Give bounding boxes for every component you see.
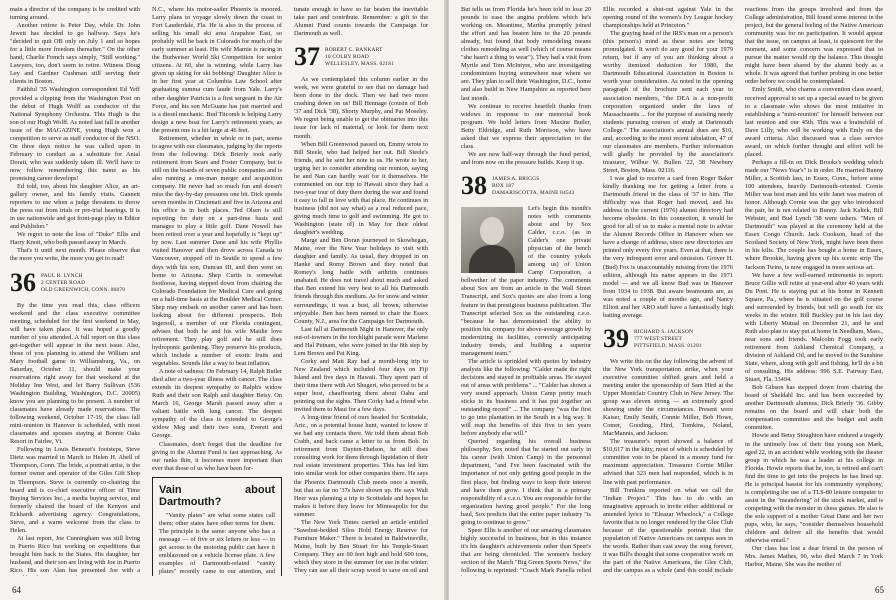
paragraph: We regret to note the loss of "Duke" Ellis and Harry Knott, who both passed away in March.	[10, 231, 140, 247]
secretary-street: 777 WEST STREET	[634, 335, 683, 342]
class-notes-header-37	[294, 44, 428, 70]
paragraph: Our class has lost a dear friend in the person of Mrs. James Mathes, 90, who died March 7 in York Harbor, Maine. She was the mother of	[745, 545, 883, 569]
paragraph: I was glad to receive a card from Roger Baker kindly thanking me for getting a letter from a Dartmouth friend in the class of '37 to him. The difficulty was that Roger had moved, and his address in the current (1976) alumni directory had become obsolete. In this connection, it would be good for all of us to make a mental note to advise the Alumni Records Office in Hanover when we have a change of address, since new directories are printed only every five years. Even at that, there is the very infrequent error and omission. Grover H. (Bud) Fox is unaccountably missing from the 1976 edition, although his name appears in the 1971 model — and we all know Bud was in Hanover from 1934 to 1938. But aware beamounts are, as was noted a couple of months ago, and Nancy Elliott and her ARO staff have a fantastically high batting average.	[603, 174, 733, 319]
paragraph: Classmates, don't forget that the deadline for giving to the Alumni Fund is fast approaching. As our ranks thin, it becomes more important than ever that those of us who have been for-	[152, 440, 282, 472]
right-column-1	[461, 6, 591, 576]
secretary-street: 2 CENTER ROAD	[41, 279, 86, 286]
paragraph: Faithful '35 Washington correspondent Ed Yeff provided a clipping from the Washington Post on the debut of Hugh Wolff as conductor of the National Symphony Orchestra. This Hugh is the son of our Hugh Wolff. As noted last fall in another issue of the MAGAZINE, young Hugh won a competition to serve as staff conductor of the NSO. On three days notice he was called upon in February to conduct as a substitute for Antal Dorati, who was suddenly taken ill. We'll have to now follow remembering this name as his promising career develops!	[10, 86, 140, 182]
class-notes-header-36	[10, 267, 140, 297]
secretary-city: OLD GREENWICH, CONN. 06870	[41, 286, 126, 293]
class-year: 37	[294, 42, 320, 72]
paragraph: As we contemplated this column earlier in the week, we were grateful to see that no damage had been done to the dock. Then we had two more crashing down on us! Bill Hennage (cousin of Bob '37 and Dick '38), Shorty Murphy, and Pat Moseley. We regret being unable to get the obituaries into this issue for lack of material, or look for them next month.	[294, 76, 428, 140]
sidebar-paragraph: "Vanity plates" are what some states call them; other states have other terms for them. The principle is the same: anyone who has a message — of five or six letters or less — to get across to the motoring public can have it emblazoned on a vehicle license plate. A few examples of Dartmouth-related "vanity plates" recently came to our attention, and	[159, 511, 275, 576]
paragraph: Following in Louis Benezet's footsteps, Steve Dietz was married in March to Helen H. Abell of Thompson, Conn. The bride, a portrait artist, is the former owner and operator of the Giles Gift Shop in Thompson. Steve is currently co-chairing the board and is co-chief executive officer of Time Buying Services Inc., a media buying service, and formerly chaired the board of the Kenyon and Eckhardt advertising agency. Congratulations, Steve, and a warm welcome from the class to Helen.	[10, 446, 140, 534]
paragraph: We continue to receive heartfelt thanks from widows in response to our memorial book program. We hold letters from Maxine Butler, Betty Eldridge, and Ruth Morrison, who have asked that we express their appreciation to the class.	[461, 102, 591, 150]
paragraph: tunate enough to have so far beaten the inevitable take part and contribute. Remember: a gift to the Alumni Fund counts towards the Campaign for Dartmouth as well.	[294, 6, 428, 38]
paragraph: The graying head of the IRS's man on a person's (this person's) mind as these notes are being promulgated. It won't do any good for your 1979 return, but if any of you are thinking about a worthy itemized deduction for 1980, the Dartmouth Educational Association in Boston is worth your consideration. As noted in the opening paragraph of the brochure sent each year to association members, "the DEA is a non-profit corporation organized under the laws of Massachusetts ... for the purpose of assisting needy students pursuing courses of study at Dartmouth College." The association's annual dues are $10, and, according to the most recent tabulation, 47 of our classmates are members. Further information will gladly be provided by the association's treasurer, Wilbur W. Bullen '22, 38 Newbury Street, Boston, Mass. 02116.	[603, 30, 733, 174]
paragraph: A note of sadness: On February 14, Ralph Butler died after a two-year illness with cancer. The class extends its deepest sympathy to Ralph's widow Ruth and their son Ralph and daughter Betsy. On March 16, George Marsh passed away after a valiant battle with lung cancer. The deepest sympathy of the class is extended to George's widow Meg and their two sons, Everett and George.	[152, 368, 282, 440]
paragraph: A long-time friend of ours headed for Scottsdale, Ariz., on a potential house hunt, wanted to know if we had any contacts there. We told them about Bob Crabb, and back came a letter to us from Bob. In retirement from Dayton-Hudson, he still does consulting work for them through liquidation of their real estate investment properties. This has led him into similar work for other companies there. He says the Phoenix Dartmouth Club meets once a month, but that so far no '37s have shown up. He says Walt Heer was planning a trip to Scottsdale and hopes he makes it before they leave for Minneapolis for the summer.	[294, 414, 428, 518]
portrait-shoulders	[469, 245, 515, 273]
paragraph: Corky and Matt Ray had a month-long trip to New Zealand which included four days on Fiji Island and five days in Hawaii. They spent part of their time there with Art Shugert, who proved to be a super host, chauffeuring them about Oahu and pointing out the sights. Then Corky had a friend who invited them to Maui for a few days.	[294, 357, 428, 414]
secretary-city: PITTSFIELD, MASS. 01201	[634, 342, 702, 349]
secretary-name: JAMES A. BRIGGS	[492, 175, 540, 182]
paragraph: Bill Tomkins reported on what we call the "Indian Project." This has to do with an imaginative approach to invite either additional or amended lyrics to "Eleazar Wheelock," a College favorite that is no longer rendered by the Glee Club because of the questionable portrait that the population of Native Americans on campus sees in the words. Rather than cast away the song forever, it was Bill's thought that some cooperative work on the part of the Native Americans, the Glee Club, and the campus as a whole (and this could include	[603, 486, 733, 575]
paragraph: By the time you read this, class officers weekend and the class executive committee meeting, scheduled for the first weekend in May, will have taken place. It was hoped a goodly number of you attended. A full report on this class get-together will appear in the next issue. Also, those of you planning to attend the William and Mary football game in Williamsburg, Va., on Saturday, October 11, should make your reservations right away for that weekend at the Holiday Inn West, and let Barry Sullivan (536 Washington Building, Washington, D.C. 20005) know you are planning to be present. A number of classmates have already made reservations. The following weekend, October 17-19, the class fall mini-reunion in Hanover is scheduled, with most classmates and spouses staying at Bonnie Oaks Resort in Fairlee, Vt.	[10, 301, 140, 446]
paragraph: Retirement, whether in whole or in part, seems to agree with our classmates, judging by the reports from the following: Dick Brierly took early retirement from Sears and Foster Company, but is still on the boards of seven public companies and is also running a one-man merger and acquisition company. He never had so much fun and doesn't miss the day-by-day pressures one bit. Dick spends seven months in Cincinnati and five in Arizona and his office is in both places. Ted Olsen is still reporting for duty on a part-time basis and manages to play a little golf. Dane Nowell has been retired over a year and hopefully is "kept up" by now. Last summer Dane and his wife Phyllis visited Hanover and then drove across Canada to Vancouver, stopped off in Seattle to spend a few days with his son, Duncan III, and then went on home to Arizona. Shep Curtis is somewhat footloose, having stepped down from chairing the Colorado Foundation for Medical Care and going on a half-time basis at the Boulder Medical Center. Shep may embark on another career and has been looking about for different prospects. Bob Ingersoll, a member of our Florida contingent, advises that both he and his wife Maidie love retirement. They play golf and he still does hydroponic gardening. They preserve his products, which include a number of exotic fruits and vegetables. Sounds like a way to beat inflation.	[152, 134, 282, 368]
paragraph: The New York Times carried an article entitled "Sawdust-bedded Silos Hold Energy Reserve for Furniture Maker." There is located in Baldwinsville, Maine, built by Ben Stuart for his Temple-Stuart Company. They are 60 feet high and hold 600 tons, which they store in the summer for use in the winter. They can use all their scrap wood to save on oil and	[294, 518, 428, 575]
right-column-3	[745, 6, 883, 576]
paragraph: Queried regarding his overall business philosophy, Sox noted that he started out early in his career (with Union Camp) in the personnel department, "and I've been fascinated with the importance of not only getting good people in the first place, but finding ways to keep their interest and have them grow. I think that is a primary responsibility of a c.e.o. You are responsible for the organization having good people." For the long haul, Sox predicts that the entire paper industry "is going to continue to grow."	[461, 438, 591, 526]
paragraph: main a director of the company is be credited with turning around.	[10, 6, 140, 22]
class-year: 38	[461, 170, 487, 200]
paragraph: Last fall at Dartmouth Night in Hanover, the only out-of-towners in the torchlight parade were Marlene and Hal Putnam, who were joined in the 8th step by Lem Brown and Pat King.	[294, 325, 428, 357]
sidebar-heading: Vain about Dartmouth?	[159, 483, 275, 508]
class-year: 39	[603, 323, 629, 353]
secretary-street: BOX 187	[492, 182, 515, 189]
paragraph: Ellis recorded a shut-out against Yale in the opening round of the women's Ivy League hockey championships held at Princeton."	[603, 6, 733, 30]
paragraph: Emly Smith, who charms a convention class award, received approval to set up a special award to be given to a classmate who shows the most initiative in establishing a "mini-reunion" for himself between our last reunion and our 45th. This was a brainchild of Dave Lilly, who will be working with Emly on the award criteria. Also discussed was a class service award, on which further thought and effort will be placed.	[745, 86, 883, 158]
paragraph: Ed told, too, about his daughter Alice, an art-gallery owner, and his family visits. Gannett reporters to use when a judge threatens to throw the press out from trials or pre-trial hearings. It is in use nationwide and got front-page play in Editor and Publisher."	[10, 183, 140, 231]
left-column-2	[152, 6, 282, 576]
paragraph: reactions from the groups involved and from the College administration, Bill found some interest in the project, but the general feeling of the Native American community was for no participation. It would appear that the issue, on campus at least, is quiescent for the moment, and some concern was expressed that to pursue the matter would rip the balance. This thought might have been shared by the alumni body as a whole. It was agreed that further probing in one better order before we could be contemplated.	[745, 6, 883, 86]
secretary-city: DAMARISCOTTA, MAINE 04543	[492, 189, 575, 196]
paragraph: N.C., where his motor-sailer Phoenix is moored. Larry plans to voyage slowly down the coast to Fort Lauderdale, Fla. He is also in the process of selling his small ski area Arapahoe East, so probably will be back in Colorado for much of the early summer at least. His wife Marnie is racing in the Budweiser World Ski Competition for senior citizens. At 60, she is winning, while Larry has given up skiing for ski bobbing! Daughter Alice is in her first year at Columbia Law School after graduating summa cum laude from Yale. Larry's other daughter Patricia is a first sergeant in the Air Force, and his son McGuane has just married and is a diesel mechanic. Bud Titcomb is helping Larry design a new boat for Larry's retirement years, as the present one is a bit large at 46 feet.	[152, 6, 282, 134]
left-page	[0, 0, 446, 600]
right-column-2	[603, 6, 733, 576]
paragraph: Let's begin this month's notes with comments about and by Sox Calder, c.c.o. (as in Calder's one private physician of the bench of the country yokels among us) of Union Camp Corporation, a bellwether of the paper industry. The comments about Sox are from an article in the Wall Street Transcript, and Sox's quotes are also from a long feature in that prestigious business publication. The Transcript selected Sox as the outstanding c.e.o. "because he has demonstrated the ability to position his company for above-average growth by modernizing its facilities, correctly anticipating industry trends, and building a superior management team."	[461, 204, 591, 357]
class-year: 36	[10, 267, 36, 297]
secretary-street: 10 COLBY ROAD	[325, 54, 370, 61]
paragraph: When Bill Greenwood passed on, Emmy wrote to Bill Steele, who had helped her out. Bill Steele's friends, and he sent her note to us. He wrote to her, urging her to consider attending our reunion, saying he and Nan can hardly wait for it themselves. He commented on our trip to Hawaii since they had a two-year tour of duty there during the war and found it easy to fall in love with that place. He continues in business (did not say what) as a real reduced pace, giving much time to golf and swimming. He got to Washington (state of) in May for their oldest daughter's wedding.	[294, 140, 428, 237]
class-notes-header-39	[603, 323, 733, 353]
page-number: 64	[12, 585, 21, 595]
page-number: 65	[875, 585, 884, 595]
class-secretary-address	[41, 270, 125, 294]
paragraph: The treasurer's report showed a balance of $10,617 in the kitty, most of which is scheduled by committee vote to be placed in a money fund for maximum appreciation. Treasurer Cornie Miller advised that 323 men had responded, which is in line with past performance.	[603, 438, 733, 486]
secretary-name: PAUL R. LYNCH	[41, 272, 83, 279]
vanity-plates-sidebar	[152, 477, 282, 576]
right-page	[449, 0, 896, 600]
paragraph: Howie and Betsy Stoughton have endured a tragedy in the untimely loss of their fine young son Mark, aged 22, in an accident while working with the theater group in which he was a leader at his college in Florida. Howie reports that he, too, is retired and can't find the time to get into the projects he has lined up. He is principal bassist for his community symphony, is completing the use of a TLS-80 leisure computer to assist in the "meandering" of the stock market, and is competing with the monster in chess games. He also is the sole support of a mother Great Dane and her two pups, who, he says, "consider themselves household children and deliver all the benefits that would otherwise entail."	[745, 432, 883, 545]
paragraph: But tells us from Florida he's been told to lose 20 pounds to ease the angina problem which he's working on. Meantime, Martha promptly joined the effort and has beaten him to the 20 pounds already, but found that body remodeling means clothes remodeling as well (which of course means "she hasn't a thing to wear"). They had a visit from Myrtle and Tom McIntyre, who are investigating condominium buying somewhere near where we are. They plan to sell their Washington, D.C., home and also build in New Hampshire as reported here last month.	[461, 6, 591, 102]
paragraph: Perhaps a fill-in on Dick Brooks's wedding which made our "News Year's" is in order. He married Bunny Miller, a Scottish lass, in Essex, Conn., before some 100 attendees, heavily Dartmouth-oriented. Cornie Miller was best man and his wife Janet was matron of honor. Although Cornie was the guy who introduced the pair, he is not related to Bunny. Jack Kaltek, Bill Webster, and Bud Lynch '38 were ushers. "Men of Dartmouth" was played at the ceremony held at the Essex Congo Church. Jack Cookson, head of the Scotland Society of New York, might have been there in his kilts. The couple has bought a home in Essex, where Brookie, having given up his scenic strip The Jackson Twins, is now engaged in more serious art.	[745, 158, 883, 271]
paragraph: We are now half-way through the fund period, and from now on the pressure builds. Keep it up.	[461, 150, 591, 166]
paragraph: Marge and Ben Doran journeyed to Skowhegan, Maine, over the New Year holidays to visit with daughter and family. As usual, they dropped in on Hanke and Romy Brown and they noted that Romey's long battle with arthritis continues unabated. He does not travel about much and asked that Ben extend his very best to all his Dartmouth friends through this medium. As for snow and winter surroundings, it was a bust, all brown, otherwise enjoyable. Ben has been named to chair the Essex County, N.J., area for the Campaign for Dartmouth.	[294, 237, 428, 325]
paragraph: Bob Gibson has stepped down from chairing the board of Sheldahl Inc. and has been succeeded by another Dartmouth alumnus, Dick Brierly '36. Gibby remains on the board and will chair both the compensation committee and the budget and audit committee.	[745, 384, 883, 432]
class-secretary-address	[492, 173, 575, 197]
class-secretary-address	[325, 44, 394, 68]
left-column-1	[10, 6, 140, 576]
portrait-head	[480, 217, 504, 245]
secretary-name: ROBERT C. BANKART	[325, 47, 383, 54]
paragraph: We have a few well-earned retirements to report: Bruce Gillie will retire at year-end after 40 years with Du Pont. He is staying put at his home in Kennett Square, Pa., where he is situated on the golf course and surrounded by friends, but will go south for six weeks in the winter. Bill Buckley put in his last day with Liberty Mutual on December 21, and he and Ruth also plan to stay put at home in Needham, Mass., near sons and friends. Malcolm Fogg took early retirement from Ashland Chemical Company, a division of Ashland Oil, and he moved to the Sunshine State, where, along with golf and fishing, he'll do a bit of consulting. His address: 996 S.E. Fairway East, Stuart, Fla. 33494.	[745, 271, 883, 384]
paragraph: We write this on the day following the advent of the New York transportation strike, when your executive committee shifted gears and held a meeting under the sponsorship of Sam Hird at the Upper Montclair Country Club in New Jersey. The group was eleven strong — an extremely good showing under the circumstances. Present were Kaiser, Emily Smith, Connie Miller, Bob Howe, Comer, Gooding, Hird, Tomkins, Noland, MacMannis, and Jackson.	[603, 357, 733, 438]
paragraph: Another retiree is Peter Day, while Dr. John Jewett has decided to go halfway. Says he's "decided to quit OB only on July 1 and so hopes for a little more freedom thereafter." On the other hand, Charlie French says simply, "Still working." Lawyers, too, don't seem to retire. Witness Doug Ley and Gardner Cushman still serving their clients in Boston.	[10, 22, 140, 86]
paragraph: At last report, Joe Cunningham was still living in Puerto Rico but working on expeditions that brought him back to the States. His daughter, her husband, and their son are living with Joe in Puerto Rico. His son Alan has presented Joe with a	[10, 534, 140, 575]
class-notes-header-38	[461, 170, 591, 200]
portrait-photo	[461, 207, 523, 273]
paragraph: The article is sprinkled with quotes by industry analysts like the following: "Calder made the right decisions and stayed in profitable areas. He stayed out of areas with problems" ... "Calder has shown a very sound approach. Union Camp pretty much sticks to its business and it has put together an outstanding record" ... The company "was the first to go into plantation in the South in a big way. It will reap the benefits of this five to ten years before anybody else will."	[461, 357, 591, 438]
class-secretary-address	[634, 326, 702, 350]
secretary-name: RICHARD S. JACKSON	[634, 328, 694, 335]
paragraph: Speer Ellis is another of our amazing classmates highly successful in business, but in this instance it's his daughter's achievements rather than Speer's that are being chronicled. The women's hockey section of the March "Big Green Sports News," the following is reprinted: "Coach Mark Panella relied	[461, 526, 591, 575]
secretary-city: WELLESLEY, MASS. 02181	[325, 61, 394, 68]
left-column-3	[294, 6, 428, 576]
paragraph: That's it until next month. Please observe that the more you write, the more you get to read!	[10, 247, 140, 263]
